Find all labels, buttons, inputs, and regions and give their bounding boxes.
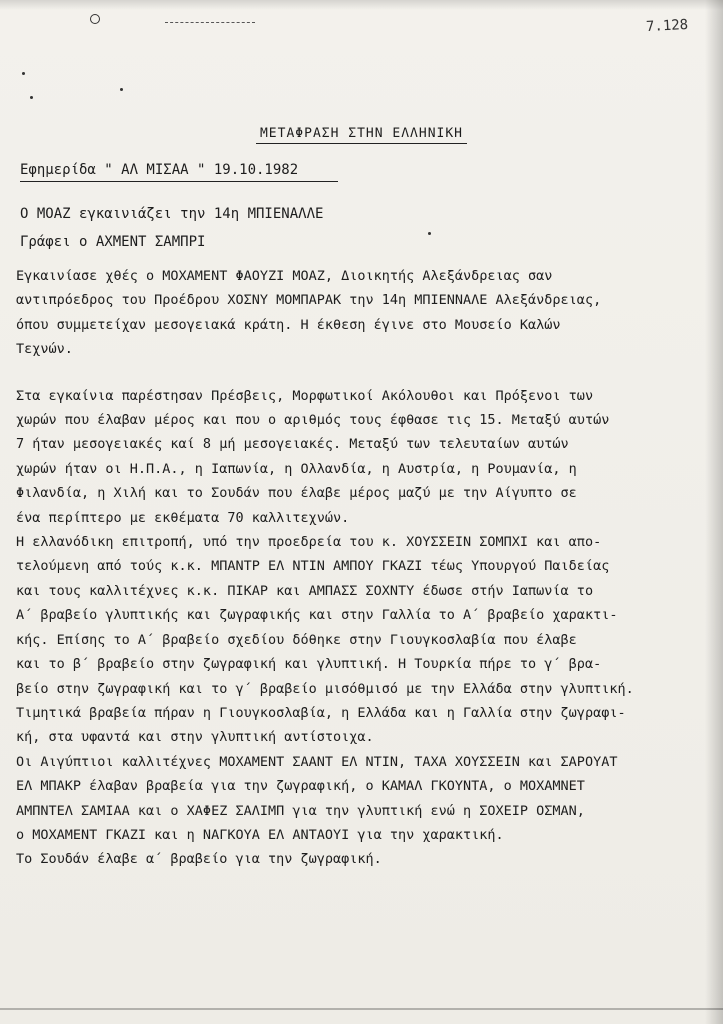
text-line: Το Σουδάν έλαβε α΄ βραβείο για την ζωγραφική.	[16, 851, 382, 868]
text-line: και το β΄ βραβείο στην ζωγραφική και γλυπτική. Η Τουρκία πήρε το γ΄ βρα-	[16, 656, 602, 673]
text-line: ΑΜΠΝΤΕΛ ΣΑΜΙΑΑ και ο ΧΑΦΕΖ ΣΑΛΙΜΠ για την γλυπτική ενώ η ΣΟΧΕΙΡ ΟΣΜΑΝ,	[16, 802, 585, 819]
paragraph	[16, 384, 706, 872]
speck	[30, 96, 33, 99]
scan-top-edge	[0, 0, 723, 10]
text-line: κής. Επίσης το Α΄ βραβείο σχεδίου δόθηκε στην Γιουγκοσλαβία που έλαβε	[16, 631, 577, 648]
speck	[428, 232, 431, 235]
text-line: Η ελλανόδικη επιτροπή, υπό την προεδρεία του κ. ΧΟΥΣΣΕΙΝ ΣΟΜΠΧΙ και απο-	[16, 534, 602, 551]
speck	[22, 72, 25, 75]
paragraph	[16, 264, 706, 362]
text-line: χωρών ήταν οι Η.Π.Α., η Ιαπωνία, η Ολλανδία, η Αυστρία, η Ρουμανία, η	[16, 460, 577, 477]
page-reference-number: 7.128	[645, 16, 689, 36]
text-line: τελούμενη από τούς κ.κ. ΜΠΑΝΤΡ ΕΛ ΝΤΙΝ ΑΜΠΟΥ ΓΚΑΖΙ τέως Υπουργού Παιδείας	[16, 558, 610, 575]
text-line: και τους καλλιτέχνες κ.κ. ΠΙΚΑΡ και ΑΜΠΑΣΣ ΣΟΧΝΤΥ έδωσε στήν Ιαπωνία το	[16, 582, 594, 599]
text-line: χωρών που έλαβαν μέρος και που ο αριθμός τους έφθασε τις 15. Μεταξύ αυτών	[16, 412, 610, 429]
text-line: βείο στην ζωγραφική και το γ΄ βραβείο μισόθμισό με την Ελλάδα στην γλυπτική.	[16, 680, 634, 697]
text-line: Τιμητικά βραβεία πήραν η Γιουγκοσλαβία, η Ελλάδα και η Γαλλία στην ζωγραφι-	[16, 704, 626, 721]
text-line: Τεχνών.	[16, 341, 73, 358]
article-headline: Ο ΜΟΑΖ εγκαινιάζει την 14η ΜΠΙΕΝΑΛΛΕ	[20, 206, 324, 222]
scan-bottom-line	[0, 1008, 723, 1010]
text-line: 7 ήταν μεσογειακές καί 8 μή μεσογειακές. Μεταξύ των τελευταίων αυτών	[16, 436, 569, 453]
text-line: Εγκαινίασε χθές ο ΜΟΧΑΜΕΝΤ ΦΑΟΥΖΙ ΜΟΑΖ, Διοικητής Αλεξάνδρειας σαν	[16, 268, 553, 284]
text-line: Α΄ βραβείο γλυπτικής και ζωγραφικής και στην Γαλλία το Α΄ βραβείο χαρακτι-	[16, 607, 618, 624]
scan-right-shadow	[705, 0, 723, 1024]
article-body	[16, 264, 706, 872]
hole-punch-mark	[90, 14, 100, 24]
text-line: ένα περίπτερο με εκθέματα 70 καλλιτεχνών.	[16, 509, 350, 526]
text-line: αντιπρόεδρος του Προέδρου ΧΟΣΝΥ ΜΟΜΠΑΡΑΚ την 14η ΜΠΙΕΝΝΑΛΕ Αλεξάνδρειας,	[16, 292, 602, 309]
text-line: ΕΛ ΜΠΑΚΡ έλαβαν βραβεία για την ζωγραφική, ο ΚΑΜΑΛ ΓΚΟΥΝΤΑ, ο ΜΟΧΑΜΝΕΤ	[16, 778, 585, 795]
text-line: Στα εγκαίνια παρέστησαν Πρέσβεις, Μορφωτικοί Ακόλουθοι και Πρόξενοι των	[16, 387, 594, 404]
text-line: όπου συμμετείχαν μεσογειακά κράτη. Η έκθεση έγινε στο Μουσείο Καλών	[16, 316, 561, 333]
text-line: κή, στα υφαντά και στην γλυπτική αντίστοιχα.	[16, 729, 374, 746]
speck	[120, 88, 123, 91]
article-byline: Γράφει ο ΑΧΜΕΝΤ ΣΑΜΠΡΙ	[20, 234, 206, 250]
text-line: ο ΜΟΧΑΜΕΝΤ ΓΚΑΖΙ και η ΝΑΓΚΟΥΑ ΕΛ ΑΝΤΑΟΥΙ για την χαρακτική.	[16, 826, 504, 843]
stamp-dash-mark	[165, 22, 255, 23]
text-line: Οι Αιγύπτιοι καλλιτέχνες ΜΟΧΑΜΕΝΤ ΣΑΑΝΤ ΕΛ ΝΤΙΝ, ΤΑΧΑ ΧΟΥΣΣΕΙΝ και ΣΑΡΟΥΑΤ	[16, 753, 618, 770]
document-title: ΜΕΤΑΦΡΑΣΗ ΣΤΗΝ ΕΛΛΗΝΙΚΗ	[0, 126, 723, 141]
text-line: Φιλανδία, η Χιλή και το Σουδάν που έλαβε μέρος μαζύ με την Αίγυπτο σε	[16, 485, 577, 502]
newspaper-source: Εφημερίδα " ΑΛ ΜΙΣΑΑ " 19.10.1982	[20, 162, 338, 182]
